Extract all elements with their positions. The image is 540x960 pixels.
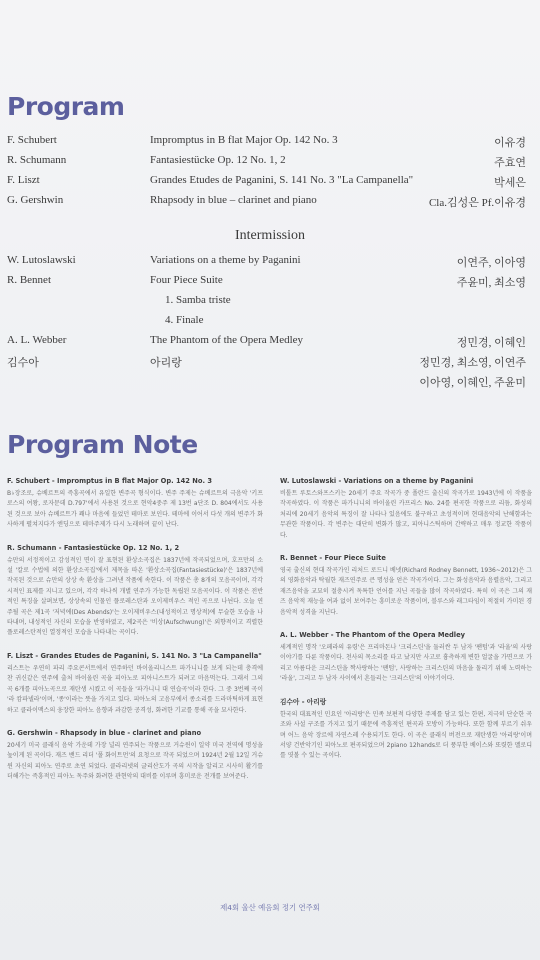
performer: 박세은 [494,177,526,189]
performer: 이아영, 이혜인, 주윤미 [419,377,526,389]
work-title: Grandes Etudes de Paganini, S. 141 No. 3 "La Campanella" [150,174,414,186]
work-title: Rhapsody in blue – clarinet and piano [150,194,317,206]
movement: 4. Finale [165,314,204,326]
note-heading: F. Schubert - Impromptus in B flat Major Op. 142 No. 3 [7,477,212,485]
program-row [0,374,540,394]
composer: F. Liszt [7,174,40,186]
work-title: Four Piece Suite [150,274,223,286]
work-title: 아리랑 [150,357,182,369]
note-heading: R. Schumann - Fantasiestücke Op. 12 No. 1, 2 [7,543,180,552]
intermission-label: Intermission [235,228,305,243]
composer: F. Schubert [7,134,57,146]
composer: G. Gershwin [7,194,64,206]
movement: 1. Samba triste [165,294,231,306]
work-title: Fantasiestücke Op. 12 No. 1, 2 [150,154,286,166]
program-note-title: Program Note [7,430,198,459]
work-title: Impromptus in B flat Major Op. 142 No. 3 [150,134,338,146]
note-body: 영국 출신의 현대 작곡가인 리처드 로드니 베넷(Richard Rodney Bennett, 1936~2012)은 그의 영화음악과 탁월한 재즈연주로 큰 명성을 얻은 작곡가이다. 그는 화성음악과 음렬음악, 그리고 재즈음악을 교묘히 절충시켜 독특한 언어를 지닌 곡들을 많이 작곡하였다. 특히 이 곡은 그의 재즈 음악적 재능을 여과 없이 보여주는 흥미로운 작품이며, 블루스와 래그타임이 적절히 가미된 경음악적 성격을 지닌다. [280,567,532,616]
performer: 주효연 [494,157,526,169]
note-heading: 김수아 - 아리랑 [280,697,327,706]
note-entry [7,544,263,639]
program-row [0,254,540,274]
note-body: 리스트는 우연히 파리 주요콘서트에서 연주하던 바이올리니스트 파가니니를 보게 되는데 충격에 찬 귀신같은 연주에 출처 바이올린 곡을 피아노로 피아니스트가 되려고 마음먹는다. 그래서 그의 곡 6개를 피아노곡으로 재탄생 시켰고 이 곡들을 '파가니니 대 연습곡'이라 한다. 그 중 3번째 곡이 '라 캄파넬라'이며, '종'이라는 뜻을 가지고 있다. 피아노의 고음부에서 종소리를 드라마틱하게 표현하고 클라이맥스의 웅장한 피아노 음향과 과감한 공격성, 화려한 기교를 통해 곡을 묘사한다. [7,664,263,714]
performer: 주윤미, 최소영 [456,277,526,289]
note-body: B♭장조로, 슈베르트의 즉흥곡에서 유일한 변주곡 형식이다. 변주 주제는 슈베르트의 극음악 '키프로스의 여왕, 로자문데 D.797'에서 사용된 것으로 현악4중주 제 13번 a단조 D. 804에서도 사용된 것으로 보아 슈베르트가 꽤나 마음에 들었던 테마로 보인다. 테마에 이어서 다섯 개의 변주가 화사하게 펼쳐지다가 엔딩으로 테마주제가 다시 노래하며 끝이 난다. [7,490,263,529]
note-body: 한국의 대표적인 민요인 '아리랑'은 민족 보편적 다양한 주제를 담고 있는 한편, 지극히 단순한 곡조와 사설 구조를 가지고 있기 때문에 즉흥적인 편곡과 모방이 가능하다. 또한 함께 부르기 쉬우며 어느 음악 장르에 자연스레 수용되기도 한다. 이 곡은 클래식 버전으로 재탄생한 '아리랑'이며 서양 건반악기인 피아노로 편곡되었으며 2piano 12hands로 더 풍부한 베이스와 또렷한 멜로디를 엿볼 수 있는 곡이다. [280,710,532,760]
program-row [0,134,540,154]
note-body: 비톨트 루토스와프스키는 20세기 주요 작곡가 중 폴란드 출신의 작곡가로 1943년에 이 작품을 작곡하였다. 이 작품은 파가니니의 바이올린 카프리스 No. 24를 편곡한 작품으로 리듬, 화성의 처리에 20세기 음악의 특징이 잘 나타나 있음에도 불구하고 초성적이며 현대음악의 난해함과는 무관한 작품이다. 각 변주는 대단히 변화가 많고, 피아니스틱하며 간략하고 매우 정교한 작품이다. [280,490,532,539]
program-row [0,194,540,214]
note-entry [7,652,263,716]
note-body: 슈만의 서정적이고 감성적인 면이 잘 표현된 환상소곡집은 1837년에 작곡되었으며, 호프만의 소설 '칼로 수법에 의한 환상소곡집'에서 제목을 따온 '환상소곡집(Fantasiestücke)'은 1837년에 작곡된 것으로 슈만의 상상 속 환상을 그려낸 작품에 속한다. 이 작품은 총 8개의 모음곡이며, 각각 시적인 표제를 지니고 있으며, 각각 하나씩 개별 연주가 가능한 독립된 모음곡이다. 이 작품은 전반적인 특징을 살펴보면, 상상속의 인물인 플로레스탄과 오이제비우스 적인 곡으로 나뉜다. 오늘 연주될 곡은 제1곡 '저녁에(Des Abends)'는 오이제비우스(내성적이고 명상적)에 무슬한 모습을 나타내며, 내성적인 자신의 모습을 반영하였고, 제2곡은 '비상(Aufschwung)'은 외향적이고 격렬한 플로레스탄적인 열정적인 모습을 나타내는 곡이다. [7,556,263,637]
note-heading: R. Bennet - Four Piece Suite [280,554,386,563]
program-row [0,274,540,294]
composer: A. L. Webber [7,334,67,346]
performer: 이유경 [494,137,526,149]
work-title: The Phantom of the Opera Medley [150,334,304,346]
composer: R. Schumann [7,154,67,166]
program-row [0,354,540,374]
program-subitem [0,294,540,314]
note-entry [280,477,532,541]
note-heading: F. Liszt - Grandes Etudes de Paganini, S. 141 No. 3 "La Campanella" [7,651,262,660]
note-entry [280,631,532,685]
composer: 김수아 [7,357,39,369]
note-entry [280,698,532,762]
performer: Cla.김성은 Pf.이유경 [428,197,526,209]
performer: 정민경, 이혜인 [456,337,526,349]
performer: 이연주, 이아영 [456,257,526,269]
note-entry [280,554,532,618]
note-entry [7,729,263,783]
note-heading: W. Lutoslawski - Variations on a theme by Paganini [280,477,474,485]
note-entry [7,477,263,531]
program-row [0,174,540,194]
concert-footer: 제4회 울산 예음회 정기 연주회 [220,903,320,912]
program-list [0,134,540,394]
program-row [0,154,540,174]
notes-left-column [7,477,263,796]
note-body: 20세기 미국 클래식 음악 가운데 가장 널리 연주되는 작품으로 거슈윈이 일약 미국 전역에 명성을 높이게 된 곡이다. 재즈 밴드 리더 '폴 화이트먼'의 요청으로 작곡 되었으며 1924년 2월 12일 거슈윈 자신의 피아노 연주로 초연 되었다. 클라리넷의 글리산도가 곡의 시작을 알리고 시사히 활기를 더해가는 즉흥적인 피아노 독주와 화려한 관현악의 대비를 이루며 흥미로운 전개를 보여준다. [7,741,263,781]
work-title: Variations on a theme by Paganini [150,254,301,266]
program-title: Program [7,92,125,121]
program-row [0,334,540,354]
program-subitem [0,314,540,334]
note-heading: A. L. Webber - The Phantom of the Opera Medley [280,631,465,640]
composer: R. Bennet [7,274,51,286]
performer: 정민경, 최소영, 이연주 [419,357,526,369]
notes-right-column [280,477,532,775]
note-body: 세계적인 명작 '오페라의 유령'은 프리마돈나 '크리스틴'을 둘러싼 두 남자 '팬텀'과 '라울'의 사랑이야기를 다룬 작품이다. 천사의 목소리를 타고 났지만 사고로 흉측하게 변한 얼굴을 가면으로 가리고 아름다운 크리스틴을 짝사랑하는 '팬텀', 사랑하는 크리스틴의 마음을 돌리기 위해 노력하는 '라울', 그리고 두 남자 사이에서 흔들리는 '크리스틴'의 이야기이다. [280,644,532,683]
composer: W. Lutoslawski [7,254,76,266]
note-heading: G. Gershwin - Rhapsody in blue - clarinet and piano [7,728,202,737]
